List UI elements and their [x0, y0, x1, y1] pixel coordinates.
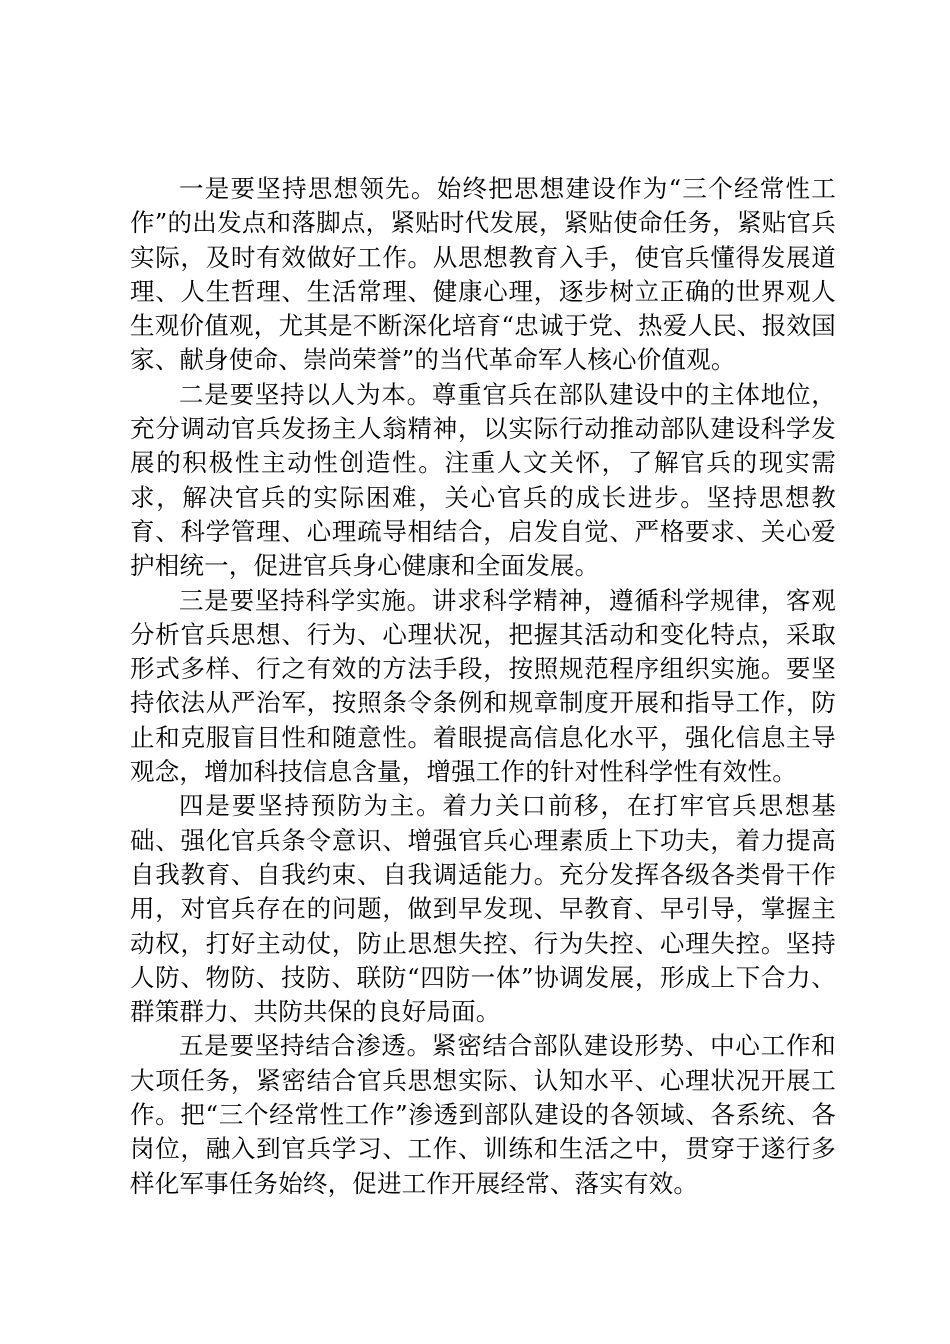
paragraph-4: 四是要坚持预防为主。着力关口前移，在打牢官兵思想基础、强化官兵条令意识、增强官兵心理素质上下功夫，着力提高自我教育、自我约束、自我调适能力。充分发挥各级各类骨干作用，对官兵存在的问题，做到早发现、早教育、早引导，掌握主动权，打好主动仗，防止思想失控、行为失控、心理失控。坚持人防、物防、技防、联防“四防一体”协调发展，形成上下合力、群策群力、共防共保的良好局面。	[130, 791, 836, 1027]
paragraph-2: 二是要坚持以人为本。尊重官兵在部队建设中的主体地位，充分调动官兵发扬主人翁精神，以实际行动推动部队建设科学发展的积极性主动性创造性。注重人文关怀，了解官兵的现实需求，解决官兵的实际困难，关心官兵的成长进步。坚持思想教育、科学管理、心理疏导相结合，启发自觉、严格要求、关心爱护相统一，促进官兵身心健康和全面发展。	[130, 379, 836, 581]
document-page	[130, 172, 836, 1201]
paragraph-1: 一是要坚持思想领先。始终把思想建设作为“三个经常性工作”的出发点和落脚点，紧贴时代发展，紧贴使命任务，紧贴官兵实际，及时有效做好工作。从思想教育入手，使官兵懂得发展道理、人生哲理、生活常理、健康心理，逐步树立正确的世界观人生观价值观，尤其是不断深化培育“忠诚于党、热爱人民、报效国家、献身使命、崇尚荣誉”的当代革命军人核心价值观。	[130, 174, 836, 375]
paragraph-5: 五是要坚持结合渗透。紧密结合部队建设形势、中心工作和大项任务，紧密结合官兵思想实际、认知水平、心理状况开展工作。把“三个经常性工作”渗透到部队建设的各领域、各系统、各岗位，融入到官兵学习、工作、训练和生活之中，贯穿于遂行多样化军事任务始终，促进工作开展经常、落实有效。	[130, 1031, 836, 1198]
paragraph-3: 三是要坚持科学实施。讲求科学精神，遵循科学规律，客观分析官兵思想、行为、心理状况，把握其活动和变化特点，采取形式多样、行之有效的方法手段，按照规范程序组织实施。要坚持依法从严治军，按照条令条例和规章制度开展和指导工作，防止和克服盲目性和随意性。着眼提高信息化水平，强化信息主导观念，增加科技信息含量，增强工作的针对性科学性有效性。	[130, 585, 836, 787]
